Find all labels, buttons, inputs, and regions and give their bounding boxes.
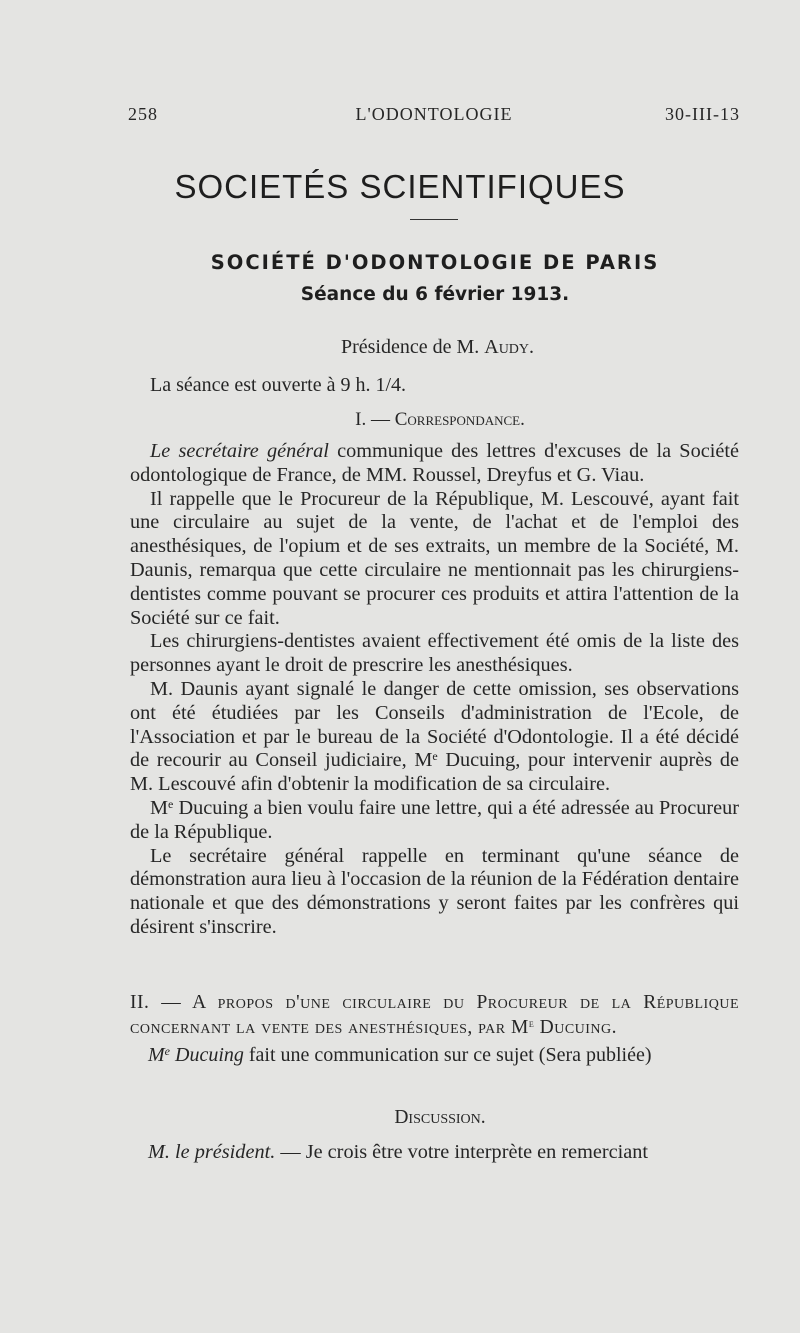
section-number: I. — [355,409,390,430]
section-heading-correspondance [0,409,800,431]
paragraph: Le secrétaire général rappelle en terminant qu'une séance de démonstration aura lieu à l'occasion de la réunion de la Fédération dentaire nationale et que des démonstrations y seront faites par les confrères qui désirent s'inscrire. [130,844,739,938]
paragraph: Il rappelle que le Procureur de la République, M. Lescouvé, ayant fait une circulaire au sujet de la vente, de l'achat et de l'emploi des anesthésiques, de l'opium et de ses extraits, un membre de la Société, M. Daunis, remarqua que cette circulaire ne mentionnait pas les chirurgiens-dentistes comme pouvant se procurer ces produits et attira l'attention de la Société sur ce fait. [130,487,739,629]
speaker-president: M. le président. [148,1141,276,1163]
last-line: M. le président. — Je crois être votre interprète en remerciant [148,1141,649,1163]
page-number: 258 [128,104,158,124]
opening-line: La séance est ouverte à 9 h. 1/4. [150,374,407,396]
president-name: Audy [484,336,530,358]
speaker-ducuing: Me Ducuing [148,1044,244,1066]
paragraph: Le secrétaire général communique des lettres d'excuses de la Société odontologique de France, de MM. Roussel, Dreyfus et G. Viau. [130,440,739,486]
section-title: Correspondance. [394,409,525,430]
paragraph: M. Daunis ayant signalé le danger de cette omission, ses observations ont été étudiées par les Conseils d'administration de l'Ecole, de l'Association et par le bureau de la Société d'Odontologie. Il a été décidé de recourir au Conseil judiciaire, Me Ducuing, pour intervenir auprès de M. Lescouvé afin d'obtenir la modification de sa circulaire. [130,677,739,796]
page-title: SOCIETÉS SCIENTIFIQUES [174,168,626,205]
society-heading: SOCIÉTÉ D'ODONTOLOGIE DE PARIS [210,251,660,274]
presidence-suffix: . [529,336,535,358]
presidence-line [0,336,800,359]
paragraph: Me Ducuing a bien voulu faire une lettre, qui a été adressée au Procureur de la République. [130,796,739,843]
section-heading-circulaire: II. — A propos d'une circulaire du Procureur de la République concernant la vente des anesthésiques, par Me Ducuing. [130,992,739,1038]
title-divider [410,219,458,220]
section-two [130,990,739,1068]
session-date: Séance du 6 février 1913. [300,284,570,305]
body-text [130,440,739,940]
journal-title: L'ODONTOLOGIE [355,104,513,124]
issue-date: 30-III-13 [665,104,740,124]
presidence-prefix: Présidence de M. [340,336,480,358]
communication-line: Me Ducuing fait une communication sur ce sujet (Sera publiée) [148,1044,652,1066]
speaker-secretaire: Le secrétaire général [150,440,329,462]
paragraph: Les chirurgiens-dentistes avaient effectivement été omis de la liste des personnes ayant le droit de prescrire les anesthésiques. [130,630,739,677]
discussion-heading: Discussion. [394,1107,486,1128]
